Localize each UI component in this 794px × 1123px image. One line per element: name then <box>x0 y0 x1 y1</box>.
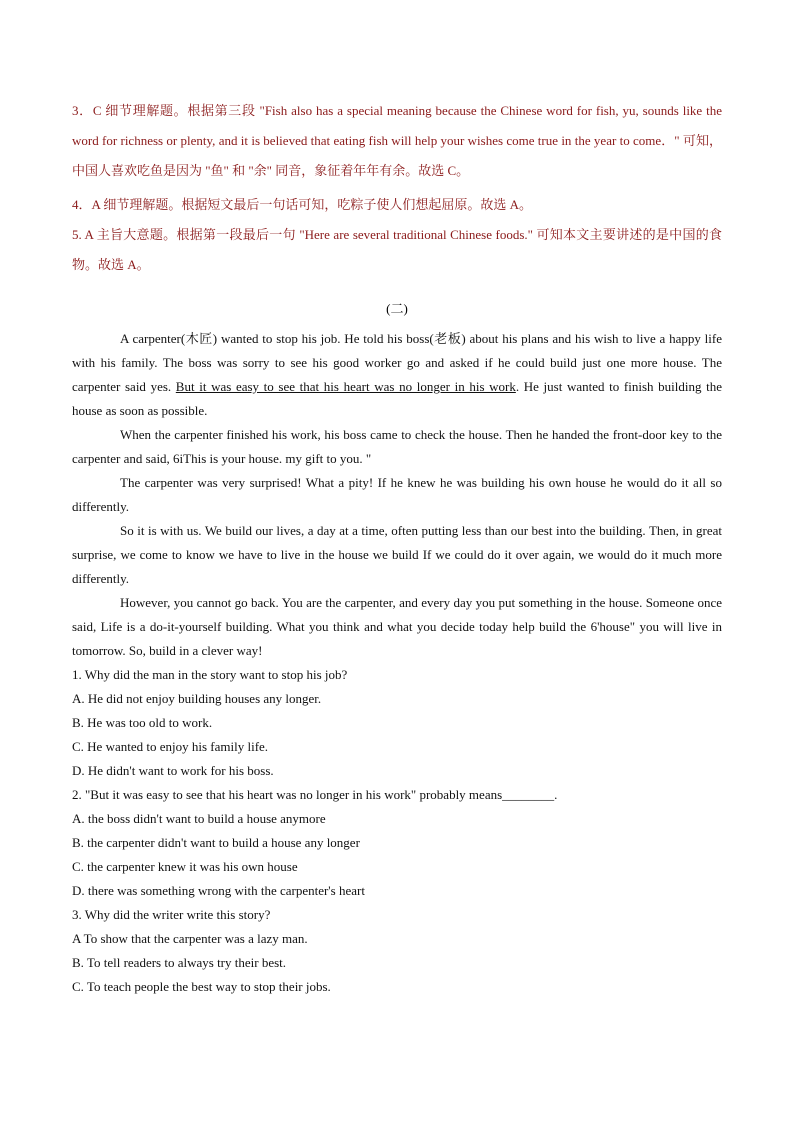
answer-5: 5. A 主旨大意题。根据第一段最后一句 "Here are several traditional Chinese foods." 可知本文主要讲述的是中国的食物。故选 A。 <box>72 227 722 272</box>
passage-paragraph-3: The carpenter was very surprised! What a pity! If he knew he was building his own house he would do it all so differently. <box>72 475 722 514</box>
document-page <box>72 96 722 999</box>
question-option: C. To teach people the best way to stop their jobs. <box>72 979 331 994</box>
question-line: 3. Why did the writer write this story? <box>72 907 271 922</box>
p1-text-after: . He just wanted to finish building the house as soon as possible. <box>72 379 723 418</box>
question-option: C. He wanted to enjoy his family life. <box>72 739 269 754</box>
question-option: D. He didn't want to work for his boss. <box>72 763 274 778</box>
question-option: B. To tell readers to always try their best. <box>72 955 287 970</box>
p1-text-before: A carpenter(木匠) wanted to stop his job. He told his boss(老板) about his plans and his wish to live a happy life with his family. The boss was sorry to see his good worker go and asked if he could build just one more house. The carpenter said yes. <box>72 331 722 394</box>
answer-4: 4．A 细节理解题。根据短文最后一句话可知，吃粽子使人们想起屈原。故选 A。 <box>72 197 533 212</box>
section-title: (二) <box>386 301 408 316</box>
question-option: B. He was too old to work. <box>72 715 213 730</box>
reading-passage <box>72 327 722 663</box>
question-option: A. He did not enjoy building houses any longer. <box>72 691 322 706</box>
p1-underlined-sentence: But it was easy to see that his heart was no longer in his work <box>175 379 516 394</box>
question-option: C. the carpenter knew it was his own house <box>72 859 298 874</box>
question-option: B. the carpenter didn't want to build a house any longer <box>72 835 360 850</box>
passage-paragraph-5: However, you cannot go back. You are the carpenter, and every day you put something in the house. Someone once said, Life is a do-it-yourself building. What you think and what you decide today help build the 6'house" you will live in tomorrow. So, build in a clever way! <box>72 595 722 658</box>
question-option: A To show that the carpenter was a lazy man. <box>72 931 308 946</box>
question-list <box>72 663 722 999</box>
passage-paragraph-1 <box>72 327 722 423</box>
question-line: 2. "But it was easy to see that his heart was no longer in his work" probably means________. <box>72 787 558 802</box>
answer-3: 3．C 细节理解题。根据第三段 "Fish also has a special meaning because the Chinese word for fish, yu, sounds like the word for richness or plenty, and it is believed that eating fish will help your wishes come true in the year to come．" 可知，中国人喜欢吃鱼是因为 "鱼" 和 "余" 同音，象征着年年有余。故选 C。 <box>72 103 722 178</box>
question-option: D. there was something wrong with the carpenter's heart <box>72 883 365 898</box>
question-line: 1. Why did the man in the story want to stop his job? <box>72 667 348 682</box>
passage-paragraph-4: So it is with us. We build our lives, a day at a time, often putting less than our best into the building. Then, in great surprise, we come to know we have to live in the house we build If we could do it over again, we would do it much more differently. <box>72 523 722 586</box>
question-option: A. the boss didn't want to build a house anymore <box>72 811 326 826</box>
passage-paragraph-2: When the carpenter finished his work, his boss came to check the house. Then he handed the front-door key to the carpenter and said, 6iThis is your house. my gift to you. " <box>72 427 722 466</box>
